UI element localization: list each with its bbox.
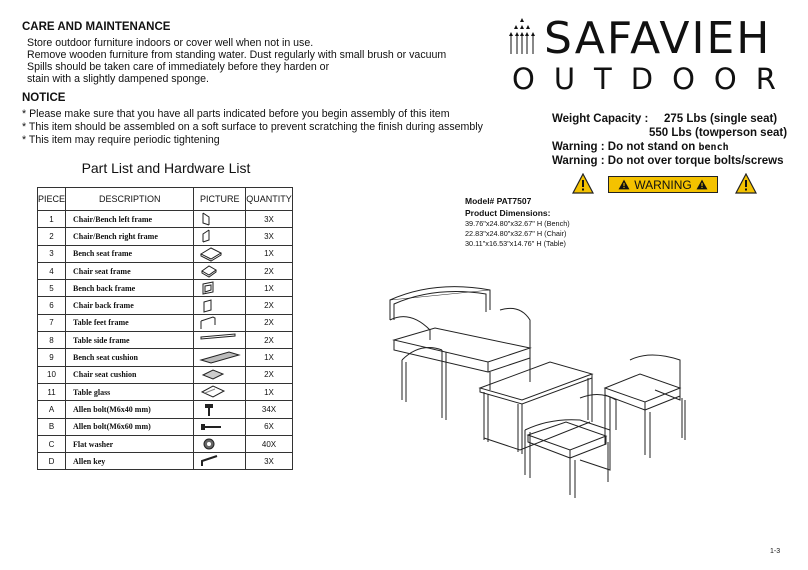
table-row — [38, 262, 293, 279]
logo-brand: SAFAVIEH — [544, 13, 772, 64]
right-frame-icon — [199, 228, 241, 244]
warning1-label: Warning : — [552, 141, 605, 153]
piece-cell: A — [38, 401, 66, 418]
picture-cell — [194, 280, 246, 297]
description-cell: Flat washer — [66, 435, 194, 452]
care-line: Store outdoor furniture indoors or cover well when not in use. — [27, 37, 314, 49]
quantity-cell: 2X — [246, 314, 293, 331]
table-row — [38, 418, 293, 435]
warning-label — [552, 141, 729, 153]
table-row — [38, 366, 293, 383]
picture-cell — [194, 401, 246, 418]
header-description: DESCRIPTION — [66, 188, 194, 211]
description-cell: Chair/Bench right frame — [66, 228, 194, 245]
table-row — [38, 314, 293, 331]
quantity-cell: 2X — [246, 297, 293, 314]
description-cell: Bench seat frame — [66, 245, 194, 262]
quantity-cell: 40X — [246, 435, 293, 452]
page-number: 1-3 — [770, 548, 781, 555]
piece-cell: 2 — [38, 228, 66, 245]
allen-key-icon — [199, 453, 241, 469]
safavieh-logo-mark — [505, 16, 539, 56]
picture-cell — [194, 262, 246, 279]
quantity-cell: 3X — [246, 228, 293, 245]
piece-cell: B — [38, 418, 66, 435]
bench-cushion-icon — [199, 350, 241, 366]
description-cell: Chair seat cushion — [66, 366, 194, 383]
warning-small-icon — [696, 179, 708, 190]
picture-cell — [194, 383, 246, 400]
picture-cell — [194, 435, 246, 452]
table-side-frame-icon — [199, 332, 241, 348]
table-row — [38, 332, 293, 349]
dimension-line: 30.11"x16.53"x14.76" H (Table) — [465, 239, 566, 248]
warning1-word: bench — [698, 142, 729, 153]
warning2-text: Do not over torque bolts/screws — [607, 155, 784, 167]
table-row — [38, 453, 293, 470]
description-cell: Table glass — [66, 383, 194, 400]
weight-label: Weight Capacity : — [552, 113, 649, 125]
warning-banner-text: WARNING — [634, 177, 692, 192]
description-cell: Table feet frame — [66, 314, 194, 331]
piece-cell: 7 — [38, 314, 66, 331]
table-row — [38, 245, 293, 262]
piece-cell: C — [38, 435, 66, 452]
notice-title: NOTICE — [22, 92, 66, 104]
description-cell: Allen key — [66, 453, 194, 470]
table-row — [38, 297, 293, 314]
notice-line: * This item should be assembled on a soft surface to prevent scratching the finish during assembly — [22, 121, 483, 133]
dimension-line: 22.83"x24.80"x32.67" H (Chair) — [465, 229, 567, 238]
header-quantity: QUANTITY — [246, 188, 293, 211]
warning2-label: Warning : — [552, 155, 605, 167]
quantity-cell: 2X — [246, 262, 293, 279]
warning-triangle-icon — [572, 173, 594, 195]
table-row — [38, 228, 293, 245]
bench-back-frame-icon — [199, 280, 241, 296]
table-glass-icon — [199, 384, 241, 400]
warning2 — [552, 155, 784, 167]
piece-cell: 4 — [38, 262, 66, 279]
table-feet-frame-icon — [199, 315, 241, 331]
chair-seat-frame-icon — [199, 263, 241, 279]
picture-cell — [194, 211, 246, 228]
quantity-cell: 3X — [246, 211, 293, 228]
chair-back-frame-icon — [199, 298, 241, 314]
description-cell: Chair/Bench left frame — [66, 211, 194, 228]
quantity-cell: 1X — [246, 349, 293, 366]
piece-cell: 3 — [38, 245, 66, 262]
piece-cell: D — [38, 453, 66, 470]
description-cell: Allen bolt(M6x60 mm) — [66, 418, 194, 435]
table-row — [38, 383, 293, 400]
quantity-cell: 1X — [246, 280, 293, 297]
piece-cell: 9 — [38, 349, 66, 366]
description-cell: Chair back frame — [66, 297, 194, 314]
bench-seat-frame-icon — [199, 246, 241, 262]
notice-line: * Please make sure that you have all parts indicated before you begin assembly of this item — [22, 108, 450, 120]
long-bolt-icon — [199, 419, 241, 435]
piece-cell: 6 — [38, 297, 66, 314]
picture-cell — [194, 453, 246, 470]
table-row — [38, 349, 293, 366]
dimensions-title: Product Dimensions: — [465, 208, 551, 218]
quantity-cell: 2X — [246, 366, 293, 383]
piece-cell: 8 — [38, 332, 66, 349]
picture-cell — [194, 314, 246, 331]
picture-cell — [194, 228, 246, 245]
picture-cell — [194, 366, 246, 383]
quantity-cell: 1X — [246, 383, 293, 400]
table-row — [38, 280, 293, 297]
furniture-set-illustration — [380, 270, 700, 500]
picture-cell — [194, 245, 246, 262]
bolt-icon — [199, 401, 241, 417]
quantity-cell: 2X — [246, 332, 293, 349]
warning-banner — [608, 176, 718, 193]
quantity-cell: 34X — [246, 401, 293, 418]
model-number: Model# PAT7507 — [465, 196, 532, 206]
header-piece: PIECE — [38, 188, 66, 211]
quantity-cell: 6X — [246, 418, 293, 435]
care-line: Spills should be taken care of immediately before they harden or — [27, 61, 330, 73]
description-cell: Allen bolt(M6x40 mm) — [66, 401, 194, 418]
care-line: Remove wooden furniture from standing water. Dust regularly with small brush or vacuum — [27, 49, 447, 61]
logo-sub: OUTDOOR — [512, 62, 795, 96]
piece-cell: 5 — [38, 280, 66, 297]
part-list-table — [37, 187, 293, 470]
quantity-cell: 1X — [246, 245, 293, 262]
picture-cell — [194, 418, 246, 435]
piece-cell: 1 — [38, 211, 66, 228]
washer-icon — [199, 436, 241, 452]
description-cell: Bench seat cushion — [66, 349, 194, 366]
picture-cell — [194, 332, 246, 349]
chair-cushion-icon — [199, 367, 241, 383]
warning1-text: Do not stand on — [607, 141, 696, 153]
table-row — [38, 211, 293, 228]
picture-cell — [194, 349, 246, 366]
table-row — [38, 401, 293, 418]
care-line: stain with a slightly dampened sponge. — [27, 73, 209, 85]
piece-cell: 10 — [38, 366, 66, 383]
description-cell: Chair seat frame — [66, 262, 194, 279]
picture-cell — [194, 297, 246, 314]
warning-triangle-icon — [735, 173, 757, 195]
warning-small-icon — [618, 179, 630, 190]
part-list-title: Part List and Hardware List — [81, 160, 251, 176]
header-picture: PICTURE — [194, 188, 246, 211]
description-cell: Bench back frame — [66, 280, 194, 297]
notice-line: * This item may require periodic tightening — [22, 134, 220, 146]
description-cell: Table side frame — [66, 332, 194, 349]
weight-two: 550 Lbs (towperson seat) — [649, 127, 788, 139]
dimension-line: 39.76"x24.80"x32.67" H (Bench) — [465, 219, 570, 228]
quantity-cell: 3X — [246, 453, 293, 470]
care-title: CARE AND MAINTENANCE — [22, 21, 171, 33]
table-row — [38, 435, 293, 452]
piece-cell: 11 — [38, 383, 66, 400]
weight-single: 275 Lbs (single seat) — [664, 113, 778, 125]
left-frame-icon — [199, 211, 241, 227]
